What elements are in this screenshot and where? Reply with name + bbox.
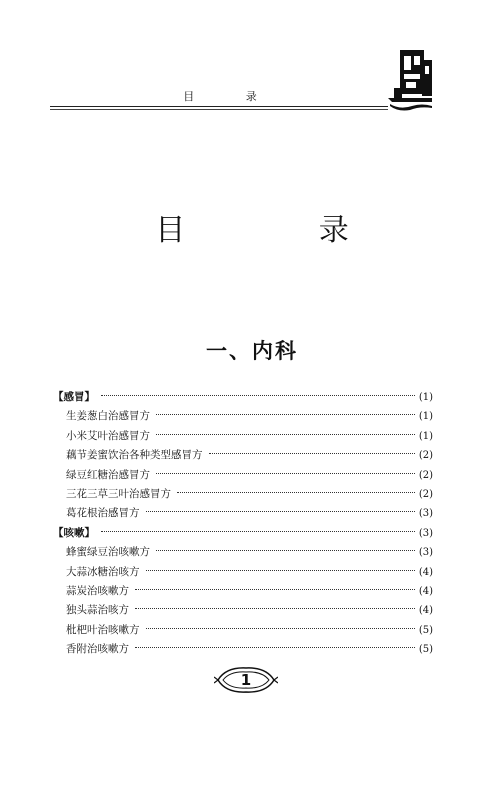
header-rule bbox=[50, 106, 388, 107]
toc-entry-page: (2) bbox=[418, 488, 433, 500]
running-head: 目 录 bbox=[183, 90, 281, 103]
toc-entry-page: (4) bbox=[418, 566, 433, 578]
toc-entry[interactable] bbox=[53, 485, 433, 504]
header-rule-thin bbox=[50, 109, 388, 110]
toc-entry-title: 枇杷叶治咳嗽方 bbox=[66, 623, 140, 636]
dot-leader bbox=[177, 492, 415, 493]
toc-entry[interactable] bbox=[53, 524, 433, 543]
toc-entry-title: 蒜炭治咳嗽方 bbox=[66, 584, 129, 597]
toc-entry[interactable] bbox=[53, 640, 433, 659]
toc-entry-page: (2) bbox=[418, 450, 433, 462]
toc-entry[interactable] bbox=[53, 427, 433, 446]
toc-entry-title: 【咳嗽】 bbox=[53, 526, 95, 539]
toc-entry[interactable] bbox=[53, 388, 433, 407]
toc-entry-title: 小米艾叶治感冒方 bbox=[66, 429, 150, 442]
toc-entry[interactable] bbox=[53, 466, 433, 485]
toc-entry-title: 香附治咳嗽方 bbox=[66, 643, 129, 656]
dot-leader bbox=[156, 550, 415, 551]
toc-entry-title: 大蒜冰糖治咳方 bbox=[66, 565, 140, 578]
toc-entry[interactable] bbox=[53, 504, 433, 523]
dot-leader bbox=[156, 473, 415, 474]
dot-leader bbox=[135, 647, 415, 648]
toc-entry[interactable] bbox=[53, 407, 433, 426]
toc-entry-page: (4) bbox=[418, 605, 433, 617]
toc-entry-title: 葛花根治感冒方 bbox=[66, 507, 140, 520]
toc-entry[interactable] bbox=[53, 582, 433, 601]
dot-leader bbox=[135, 608, 415, 609]
toc-entry[interactable] bbox=[53, 563, 433, 582]
toc-entry-page: (4) bbox=[418, 585, 433, 597]
page-number: 1 bbox=[240, 671, 252, 689]
toc-entry-page: (5) bbox=[418, 644, 433, 656]
toc-entry-page: (3) bbox=[418, 527, 433, 539]
toc-entry[interactable] bbox=[53, 621, 433, 640]
dot-leader bbox=[101, 395, 415, 396]
toc-entry-title: 绿豆红糖治感冒方 bbox=[66, 468, 150, 481]
toc-entry[interactable] bbox=[53, 446, 433, 465]
toc-entry-title: 蜂蜜绿豆治咳嗽方 bbox=[66, 546, 150, 559]
dot-leader bbox=[156, 414, 415, 415]
table-of-contents bbox=[53, 388, 433, 659]
toc-entry-title: 【感冒】 bbox=[53, 391, 95, 403]
toc-entry[interactable] bbox=[53, 543, 433, 562]
toc-entry-title: 三花三草三叶治感冒方 bbox=[66, 487, 171, 500]
dot-leader bbox=[101, 531, 415, 532]
toc-entry-page: (2) bbox=[418, 469, 433, 481]
toc-entry-title: 生姜葱白治感冒方 bbox=[66, 410, 150, 423]
toc-entry-title: 独头蒜治咳方 bbox=[66, 604, 129, 617]
toc-entry-title: 藕节姜蜜饮治各种类型感冒方 bbox=[66, 449, 203, 462]
toc-entry-page: (1) bbox=[418, 411, 433, 423]
toc-entry-page: (5) bbox=[418, 624, 433, 636]
toc-entry-page: (1) bbox=[418, 392, 433, 403]
page-title: 目 录 bbox=[155, 213, 411, 248]
dot-leader bbox=[146, 628, 415, 629]
page-number-badge bbox=[214, 665, 278, 695]
toc-entry-page: (3) bbox=[418, 547, 433, 559]
dot-leader bbox=[146, 511, 415, 512]
section-title: 一、内科 bbox=[206, 338, 298, 363]
toc-entry-page: (3) bbox=[418, 508, 433, 520]
dot-leader bbox=[135, 589, 415, 590]
toc-entry-page: (1) bbox=[418, 430, 433, 442]
dot-leader bbox=[209, 453, 415, 454]
dot-leader bbox=[146, 570, 415, 571]
dot-leader bbox=[156, 434, 415, 435]
toc-entry[interactable] bbox=[53, 601, 433, 620]
corner-ornament-icon bbox=[386, 48, 434, 112]
